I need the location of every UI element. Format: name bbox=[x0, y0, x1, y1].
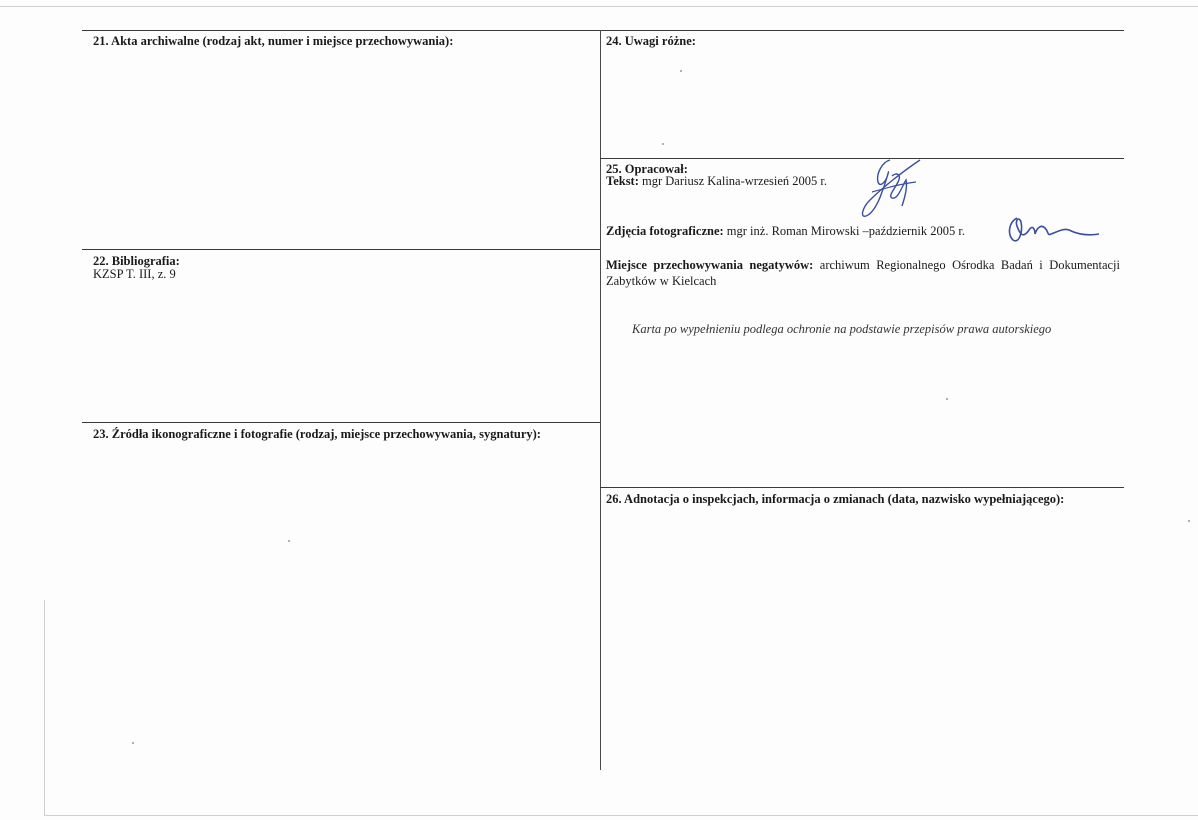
section-23-title: 23. Źródła ikonograficzne i fotografie (rodzaj, miejsce przechowywania, sygnatury): bbox=[93, 427, 541, 441]
miejsce-label: Miejsce przechowywania negatywów: bbox=[606, 258, 814, 272]
section-25-zdjecia bbox=[606, 223, 965, 239]
scan-speck bbox=[132, 742, 134, 744]
divider-25-26 bbox=[600, 487, 1124, 488]
section-25-miejsce bbox=[606, 257, 1120, 289]
divider-22-23 bbox=[82, 422, 600, 423]
section-24-title: 24. Uwagi różne: bbox=[606, 34, 696, 48]
form-top-border bbox=[82, 30, 1124, 31]
scan-speck bbox=[288, 540, 290, 542]
section-25-tekst bbox=[606, 173, 827, 189]
zdjecia-label: Zdjęcia fotograficzne: bbox=[606, 224, 724, 238]
scan-speck bbox=[662, 143, 664, 145]
bottom-edge-line bbox=[44, 815, 1198, 816]
author-signature bbox=[842, 152, 932, 222]
center-divider bbox=[600, 30, 601, 770]
section-26-title: 26. Adnotacja o inspekcjach, informacja o zmianach (data, nazwisko wypełniającego): bbox=[606, 492, 1065, 506]
zdjecia-value: mgr inż. Roman Mirowski –październik 2005 r. bbox=[726, 224, 965, 238]
copyright-note: Karta po wypełnieniu podlega ochronie na podstawie przepisów prawa autorskiego bbox=[632, 322, 1052, 336]
tekst-label: Tekst: bbox=[606, 174, 639, 188]
left-edge-line bbox=[44, 600, 45, 815]
scan-speck bbox=[946, 398, 948, 400]
section-22-content: KZSP T. III, z. 9 bbox=[93, 267, 176, 281]
divider-21-22 bbox=[82, 249, 600, 250]
miejsce-value: archiwum Regionalnego Ośrodka Badań i Dokumentacji Zabytków w Kielcach bbox=[606, 258, 1121, 288]
section-21-title: 21. Akta archiwalne (rodzaj akt, numer i miejsce przechowywania): bbox=[93, 34, 454, 48]
photographer-signature bbox=[1003, 208, 1103, 248]
scan-speck bbox=[1188, 520, 1190, 522]
tekst-value: mgr Dariusz Kalina-wrzesień 2005 r. bbox=[642, 174, 828, 188]
top-edge-line bbox=[0, 6, 1198, 7]
section-22-title: 22. Bibliografia: bbox=[93, 254, 180, 268]
section-25-title: 25. Opracował: bbox=[606, 162, 688, 176]
scan-speck bbox=[680, 70, 682, 72]
